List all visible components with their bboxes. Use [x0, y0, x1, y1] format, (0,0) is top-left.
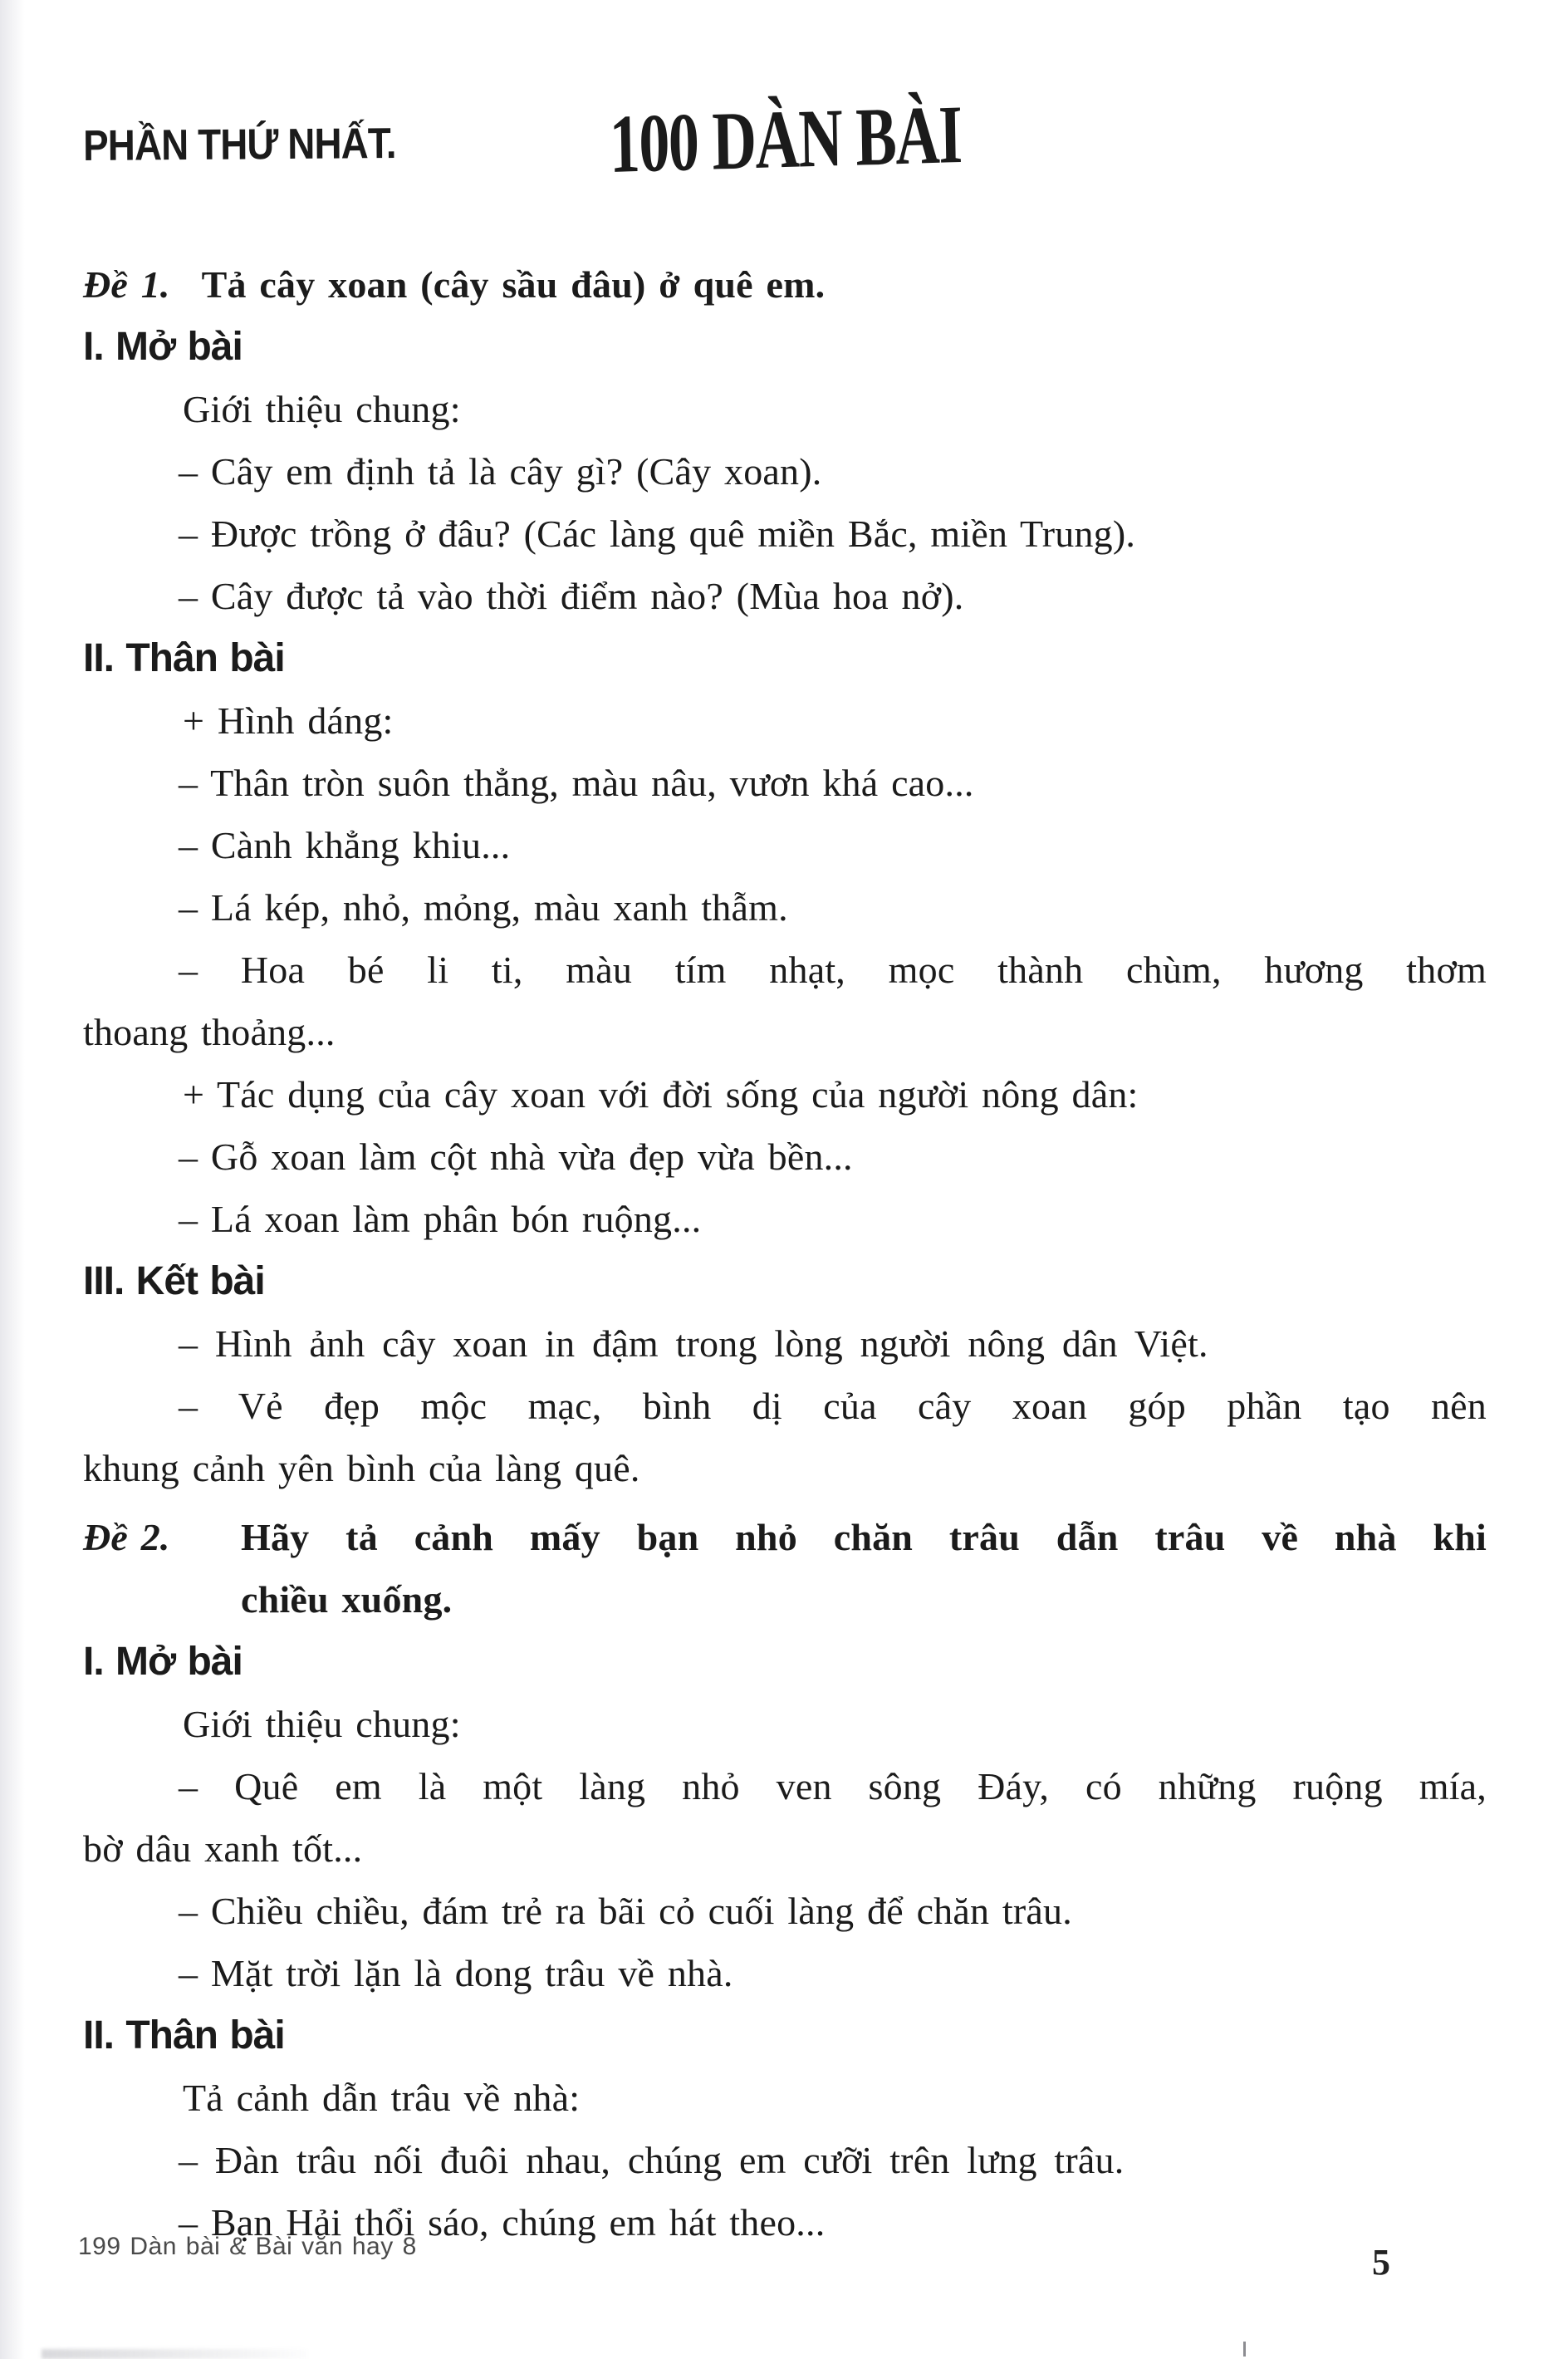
page-title: 100 DÀN BÀI: [609, 88, 963, 190]
essay-2-title-line-1: Hãy tả cảnh mấy bạn nhỏ chăn trâu dẫn trâu về nhà khi: [241, 1516, 1487, 1558]
outline-line: – Vẻ đẹp mộc mạc, bình dị của cây xoan góp phần tạo nên: [179, 1385, 1487, 1427]
outline-line: – Chiều chiều, đám trẻ ra bãi cỏ cuối làng để chăn trâu.: [179, 1890, 1072, 1932]
scan-artifact-bottom-smudge: [42, 2349, 307, 2359]
footer-book-ref: 199 Dàn bài & Bài văn hay 8: [78, 2233, 417, 2260]
section-heading-than-bai-1: II. Thân bài: [83, 636, 285, 680]
outline-line: Giới thiệu chung:: [183, 388, 461, 430]
footer-page-number: 5: [1372, 2242, 1390, 2283]
outline-line: – Mặt trời lặn là dong trâu về nhà.: [179, 1952, 733, 1994]
essay-1-title-row: [83, 253, 1487, 316]
scan-artifact-tick: [1243, 2342, 1246, 2357]
outline-line-continuation: bờ dâu xanh tốt...: [83, 1827, 363, 1870]
outline-line: – Cây được tả vào thời điểm nào? (Mùa hoa nở).: [179, 575, 964, 617]
essay-2-title-row: [83, 1506, 1487, 1568]
section-heading-mo-bai-2: I. Mở bài: [83, 1640, 243, 1684]
outline-line: – Bạn Hải thổi sáo, chúng em hát theo...: [179, 2201, 826, 2244]
outline-line: – Gỗ xoan làm cột nhà vừa đẹp vừa bền...: [179, 1135, 853, 1178]
outline-line: – Lá xoan làm phân bón ruộng...: [179, 1198, 702, 1240]
section-heading-mo-bai-1: I. Mở bài: [83, 325, 243, 369]
outline-line: Giới thiệu chung:: [183, 1703, 461, 1745]
part-heading: PHẦN THỨ NHẤT.: [83, 120, 396, 170]
outline-line: – Thân tròn suôn thẳng, màu nâu, vươn khá cao...: [179, 762, 974, 804]
outline-line: – Cây em định tả là cây gì? (Cây xoan).: [179, 450, 822, 493]
essay-2-label: Đề 2.: [83, 1516, 170, 1558]
section-heading-than-bai-2: II. Thân bài: [83, 2013, 285, 2057]
outline-line: – Lá kép, nhỏ, mỏng, màu xanh thẫm.: [179, 886, 788, 929]
outline-line: – Cành khẳng khiu...: [179, 824, 511, 866]
outline-line: – Hình ảnh cây xoan in đậm trong lòng người nông dân Việt.: [179, 1322, 1208, 1365]
outline-line: – Được trồng ở đâu? (Các làng quê miền Bắc, miền Trung).: [179, 513, 1136, 555]
outline-line-continuation: thoang thoảng...: [83, 1011, 336, 1053]
essay-2-title-block: [83, 1506, 1487, 1631]
essay-2-title-line-2: chiều xuống.: [241, 1578, 453, 1621]
outline-line-continuation: khung cảnh yên bình của làng quê.: [83, 1447, 640, 1489]
outline-line: + Tác dụng của cây xoan với đời sống của người nông dân:: [183, 1073, 1139, 1116]
outline-line: – Hoa bé li ti, màu tím nhạt, mọc thành chùm, hương thơm: [179, 949, 1487, 991]
essay-1-title: Tả cây xoan (cây sầu đâu) ở quê em.: [201, 263, 826, 306]
outline-line: + Hình dáng:: [183, 699, 394, 742]
essay-1-label: Đề 1.: [83, 263, 170, 306]
section-heading-ket-bai-1: III. Kết bài: [83, 1259, 265, 1303]
outline-line: – Đàn trâu nối đuôi nhau, chúng em cưỡi trên lưng trâu.: [179, 2139, 1125, 2181]
outline-line: – Quê em là một làng nhỏ ven sông Đáy, có những ruộng mía,: [179, 1765, 1487, 1807]
outline-line: Tả cảnh dẫn trâu về nhà:: [183, 2077, 581, 2119]
